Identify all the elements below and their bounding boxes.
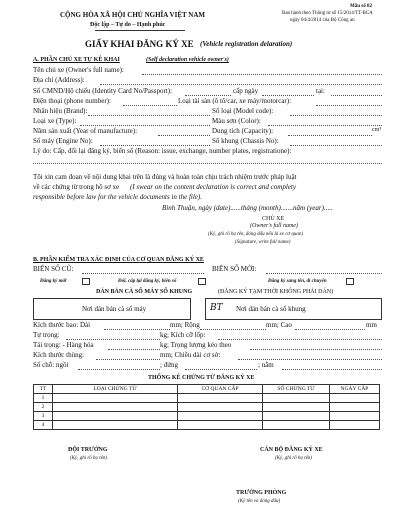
row-number: 2	[34, 403, 53, 412]
option-reissue-checkbox[interactable]	[198, 278, 206, 285]
brand-field[interactable]	[88, 115, 210, 116]
height-label: mm; Cao	[266, 321, 292, 329]
option-transfer-label: Đăng ký sang tên, di chuyển	[268, 279, 327, 284]
color-label: Màu sơn (Color):	[212, 117, 261, 125]
motto-underline	[95, 30, 185, 31]
year-label: Năm sản xuất (Year of manufacture):	[33, 127, 138, 135]
id-field[interactable]	[185, 95, 231, 96]
tyre-label: kg; Kích cỡ lốp:	[160, 331, 206, 339]
wheelbase-field[interactable]	[238, 359, 382, 360]
model-field[interactable]	[290, 115, 382, 116]
dims-label: Kích thước bao: Dài	[33, 321, 91, 329]
officer-title: CÁN BỘ ĐĂNG KÝ XE	[260, 447, 323, 453]
row-number: 4	[34, 421, 53, 430]
col-doc-type: LOẠI CHỨNG TỪ	[53, 385, 178, 394]
handwritten-mark: BT	[210, 303, 223, 313]
form-title-en: (Vehicle registration delaration)	[200, 40, 293, 48]
row-number: 3	[34, 412, 53, 421]
chassis-stamp-label: Nơi dán bản cà số khung	[236, 305, 306, 313]
owner-sign-title-en: (Owner's full name)	[250, 223, 298, 229]
officer-note: (Ký, ghi rõ họ tên)	[275, 456, 313, 461]
documents-table	[33, 384, 380, 430]
type-label: Loại tài sản (ô tô/car, xe máy/motorcar):	[178, 97, 292, 105]
option-transfer-checkbox[interactable]	[346, 278, 354, 285]
engine-label: Số máy (Engine No):	[33, 137, 93, 145]
reason-field[interactable]	[33, 163, 382, 164]
col-issuer: CƠ QUAN CẤP	[178, 385, 263, 394]
width-field[interactable]	[200, 329, 266, 330]
id-label: Số CMND/Hộ chiếu (Identity Card No/Passport):	[33, 87, 173, 95]
capacity-label: Dung tích (Capacity):	[212, 127, 274, 135]
brand-label: Nhãn hiệu (Brand):	[33, 107, 88, 115]
length-field[interactable]	[104, 329, 170, 330]
new-plate-label: BIỂN SỐ MỚI:	[212, 265, 257, 273]
seats-label: Số chỗ: ngồi	[33, 361, 69, 369]
row-number: 1	[34, 394, 53, 403]
table-row	[34, 394, 380, 403]
type-field[interactable]	[316, 105, 382, 106]
seats-stand-label: ; đứng	[160, 361, 178, 369]
seats-lie-field[interactable]	[282, 369, 382, 370]
tow-field[interactable]	[250, 349, 382, 350]
date-line: Bình Thuận, ngày (date)......tháng (month).......năm (year).....	[162, 204, 333, 212]
year-field[interactable]	[158, 135, 210, 136]
team-lead-title: ĐỘI TRƯỞNG	[68, 447, 108, 453]
old-plate-label: BIỂN SỐ CŨ:	[33, 265, 74, 273]
owner-sign-title: CHỦ XE	[262, 216, 285, 222]
color-field[interactable]	[268, 125, 382, 126]
national-name: CỘNG HÒA XÃ HỘI CHỦ NGHĨA VIỆT NAM	[60, 11, 206, 19]
seats-stand-field[interactable]	[185, 369, 257, 370]
weight-field[interactable]	[66, 339, 160, 340]
load-field[interactable]	[108, 349, 160, 350]
owner-sign-note: (Ký, ghi rõ họ tên, đóng dấu nếu là xe cơ quan)	[208, 232, 304, 237]
head-title: TRƯỞNG PHÒNG	[236, 490, 287, 496]
pledge-vi-2: về các chứng từ trong hồ sơ xe	[33, 183, 120, 191]
seats-lie-label: ; nằm	[258, 361, 274, 369]
pledge-en-2: responsible before law for the vehicle documents in the file).	[33, 193, 202, 201]
team-lead-note: (Ký, ghi rõ họ tên)	[70, 456, 108, 461]
option-reissue-label: Đổi, cấp lại đăng ký, biển số	[118, 279, 177, 284]
option-new-label: Đăng ký mới	[40, 279, 67, 284]
address-label: Địa chỉ (Address):	[33, 76, 85, 84]
stamp-heading-note: (ĐĂNG KÝ TẠM THỜI KHÔNG PHẢI DÁN)	[218, 289, 334, 295]
chassis-field[interactable]	[290, 145, 382, 146]
new-plate-field[interactable]	[266, 273, 382, 274]
section-a-heading: A. PHẦN CHỦ XE TỰ KÊ KHAI	[33, 57, 120, 63]
owner-label: Tên chủ xe (Owner's full name):	[33, 66, 124, 74]
form-ref-line1: Ban hành theo Thông tư số 15/2014/TT-BCA	[282, 11, 373, 16]
form-code: Mẫu số 02	[350, 4, 372, 9]
old-plate-field[interactable]	[82, 273, 204, 274]
weight-label: Tự trọng:	[33, 331, 60, 339]
chassis-stamp-box	[205, 298, 382, 320]
vehicle-type-label: Loại xe (Type):	[33, 117, 77, 125]
form-ref-line2: ngày 04/4/2014 của Bộ Công an	[290, 18, 355, 23]
address-field[interactable]	[100, 84, 382, 85]
load-label: Tải trọng: - Hàng hóa	[33, 341, 94, 349]
id-date-field[interactable]	[262, 95, 314, 96]
col-doc-number: SỐ CHỨNG TỪ	[263, 385, 330, 394]
tyre-field[interactable]	[218, 339, 382, 340]
table-header-row	[34, 385, 380, 394]
engine-field[interactable]	[100, 145, 210, 146]
engine-stamp-label: Nơi dán bản cà số máy	[82, 305, 147, 313]
id-at-label: tại:	[316, 87, 325, 95]
section-b-heading: B. PHẦN KIỂM TRA XÁC ĐỊNH CỦA CƠ QUAN ĐĂNG KÝ XE	[33, 257, 204, 263]
mm-unit: mm	[366, 321, 377, 329]
docs-title: THỐNG KÊ CHỨNG TỪ ĐĂNG KÝ XE	[148, 375, 255, 381]
phone-label: Điện thoại (phone number):	[33, 97, 111, 105]
owner-field[interactable]	[142, 74, 382, 75]
head-note: (Ký tên và đóng dấu)	[238, 499, 281, 504]
tow-label: kg; Trọng lượng kéo theo	[160, 341, 232, 349]
pledge-en: (I swear on the content declaration is correct and complety	[130, 183, 296, 191]
width-label: mm; Rộng	[170, 321, 200, 329]
capacity-field[interactable]	[288, 135, 372, 136]
vehicle-type-field[interactable]	[80, 125, 210, 126]
engine-stamp-box	[33, 298, 191, 320]
id-issued-label: cấp ngày	[233, 87, 259, 95]
model-label: Số loại (Model code):	[212, 107, 274, 115]
phone-field[interactable]	[123, 105, 177, 106]
col-tt: TT	[34, 385, 53, 394]
table-row	[34, 421, 380, 430]
wheelbase-label: mm; Chiều dài cơ sở:	[160, 351, 221, 359]
id-place-field[interactable]	[331, 95, 382, 96]
pledge-vi: Tôi xin cam đoan về nội dung khai trên là đúng và hoàn toàn chịu trách nhiệm trước pháp luật	[33, 173, 297, 181]
box-label: Kích thước thùng:	[33, 351, 85, 359]
table-row	[34, 403, 380, 412]
cm3-unit: cm³	[372, 127, 382, 133]
chassis-label: Số khung (Chassis No):	[212, 137, 279, 145]
reason-label: Lý do: Cấp, đổi lại đăng ký, biển số (Reason: issue, exchange, number plates, registratione):	[33, 147, 292, 155]
table-row	[34, 412, 380, 421]
form-title: GIẤY KHAI ĐĂNG KÝ XE	[85, 39, 194, 49]
owner-sign-note-en: (Signature, write full name)	[235, 240, 291, 245]
section-a-heading-en: (Self declaration vehicle owner's)	[146, 57, 229, 63]
col-issue-date: NGÀY CẤP	[330, 385, 380, 394]
national-motto: Độc lập – Tự do – Hạnh phúc	[90, 22, 166, 28]
height-field[interactable]	[295, 329, 365, 330]
box-field[interactable]	[96, 359, 160, 360]
stamp-heading: DÁN BẢN CÀ SỐ MÁY SỐ KHUNG	[96, 289, 193, 295]
option-new-checkbox[interactable]	[82, 278, 90, 285]
seats-sit-field[interactable]	[78, 369, 160, 370]
